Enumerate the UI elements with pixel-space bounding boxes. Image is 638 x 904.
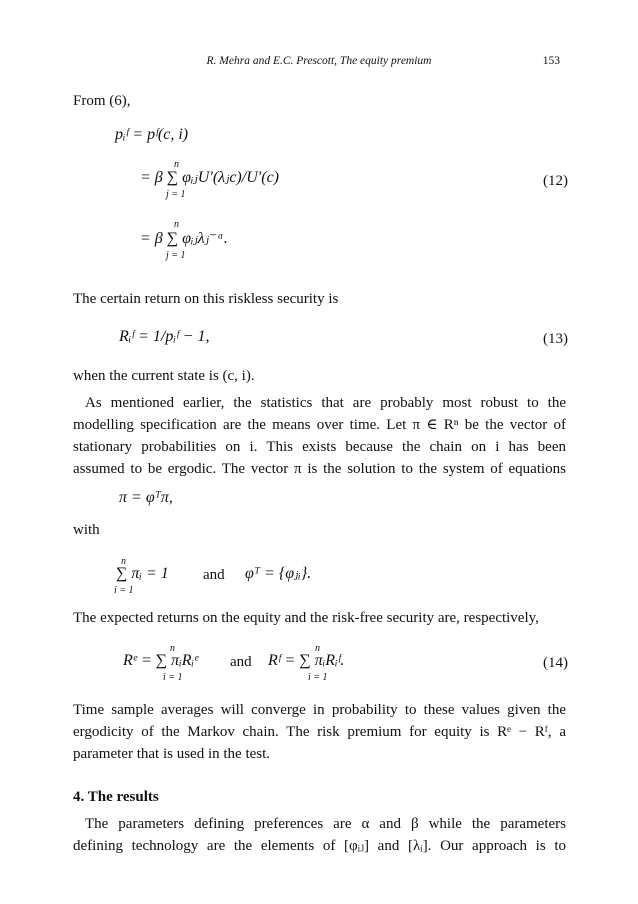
equation-13: Rᵢᶠ = 1/pᵢᶠ − 1, — [119, 328, 210, 345]
current-state-text: when the current state is (c, i). — [73, 368, 255, 384]
sum-pi-text: ∑ πᵢ = 1 — [116, 565, 169, 582]
para2-line-2: ergodicity of the Markov chain. The risk premium for equity is Rᵉ − Rᶠ, a — [73, 724, 566, 740]
and-word-1: and — [203, 567, 225, 583]
eq12-sum2-lower: j = 1 — [166, 250, 186, 261]
para1-line-4: assumed to be ergodic. The vector π is the solution to the system of equations — [73, 461, 566, 477]
eq12-sum1-upper: n — [174, 159, 179, 170]
eq14-left: Rᵉ = ∑ πᵢRᵢᵉ — [123, 652, 199, 669]
para1-line-2: modelling specification are the means over time. Let π ∈ Rⁿ be the vector of — [73, 417, 566, 433]
section-heading: 4. The results — [73, 789, 159, 805]
paragraph-time-averages — [73, 699, 566, 765]
expected-returns-text: The expected returns on the equity and the risk-free security are, respectively, — [73, 610, 539, 626]
eq14-right-upper: n — [315, 643, 320, 654]
eq14-right-lower: i = 1 — [308, 672, 328, 683]
and-word-2: and — [230, 654, 252, 670]
from-reference: From (6), — [73, 93, 131, 109]
para2-line-1: Time sample averages will converge in probability to these values given the — [73, 702, 566, 718]
eq12-number: (12) — [543, 173, 568, 189]
para3-line-1: The parameters defining preferences are α and β while the parameters — [85, 816, 566, 832]
eq12-sum1-lower: j = 1 — [166, 189, 186, 200]
para2-line-3: parameter that is used in the test. — [73, 746, 271, 762]
eq12-line2 — [140, 167, 279, 189]
eq13-number: (13) — [543, 331, 568, 347]
paragraph-parameters — [73, 813, 566, 857]
eq14-left-upper: n — [170, 643, 175, 654]
eq12-sum2-upper: n — [174, 219, 179, 230]
eq14-number: (14) — [543, 655, 568, 671]
stationary-equation: π = φᵀπ, — [119, 489, 173, 506]
running-title: R. Mehra and E.C. Prescott, The equity premium — [206, 55, 432, 67]
phi-transpose: φᵀ = {φⱼᵢ}. — [245, 565, 312, 582]
eq14-right: Rᶠ = ∑ πᵢRᵢᶠ. — [268, 652, 345, 669]
page-number: 153 — [542, 55, 560, 67]
sum-pi-upper: n — [121, 556, 126, 567]
eq12-line3 — [140, 228, 228, 250]
eq14-left-lower: i = 1 — [163, 672, 183, 683]
paragraph-stationary — [73, 392, 566, 480]
with-word: with — [73, 522, 100, 538]
eq12-line1-text: pᵢᶠ = pᶠ(c, i) — [115, 126, 189, 143]
para3-line-2: defining technology are the elements of [φᵢⱼ] and [λᵢ]. Our approach is to — [73, 838, 566, 854]
certain-return-text: The certain return on this riskless security is — [73, 291, 339, 307]
para1-line-3: stationary probabilities on i. This exists because the chain on i has been — [73, 439, 566, 455]
eq12-line2-text: = β ∑ φᵢⱼU′(λⱼc)/U′(c) — [140, 169, 280, 186]
para1-line-1: As mentioned earlier, the statistics that are probably most robust to the — [85, 395, 566, 411]
eq12-line1 — [115, 124, 188, 146]
eq12-line3-text: = β ∑ φᵢⱼλⱼ⁻ᵅ. — [140, 230, 228, 247]
sum-pi-lower: i = 1 — [114, 585, 134, 596]
